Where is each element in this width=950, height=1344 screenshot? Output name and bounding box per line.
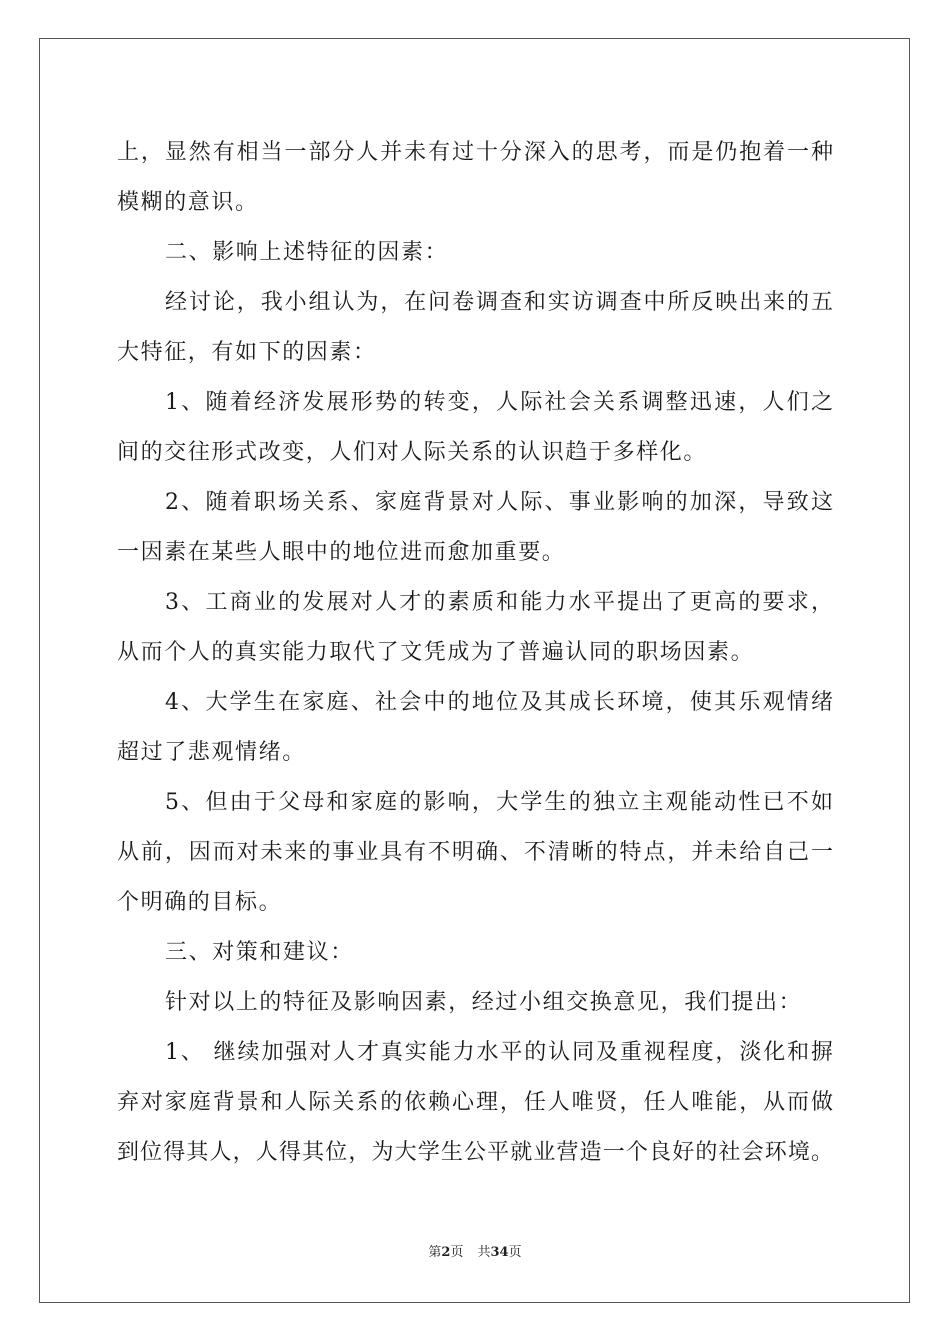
paragraph-line: 针对以上的特征及影响因素，经过小组交换意见，我们提出： [165,990,803,1015]
list-item-line: 从而个人的真实能力取代了文凭成为了普遍认同的职场因素。 [117,640,755,665]
paragraph-line: 上，显然有相当一部分人并未有过十分深入的思考，而是仍抱着一种 [117,140,833,165]
total-suffix: 页 [508,1245,522,1260]
document-body [117,128,833,1178]
list-item-line: 到位得其人，人得其位，为大学生公平就业营造一个良好的社会环境。 [117,1140,833,1165]
list-item-line: 间的交往形式改变，人们对人际关系的认识趋于多样化。 [117,440,708,465]
paragraph-line: 大特征，有如下的因素： [117,340,377,365]
section-heading: 二、影响上述特征的因素： [165,240,449,265]
page-footer [0,1243,950,1263]
list-item-line: 5、但由于父母和家庭的影响，大学生的独立主观能动性已不如 [165,790,833,815]
list-item-line: 从前，因而对未来的事业具有不明确、不清晰的特点，并未给自己一 [117,840,833,865]
total-prefix: 共 [477,1245,491,1260]
list-item-line: 4、大学生在家庭、社会中的地位及其成长环境，使其乐观情绪 [165,690,833,715]
list-item-line: 一因素在某些人眼中的地位进而愈加重要。 [117,540,566,565]
page-suffix: 页 [450,1245,464,1260]
list-item-line: 2、随着职场关系、家庭背景对人际、事业影响的加深，导致这 [165,490,833,515]
list-item-line: 个明确的目标。 [117,890,283,915]
list-item-line: 弃对家庭背景和人际关系的依赖心理，任人唯贤，任人唯能，从而做 [117,1090,833,1115]
page-prefix: 第 [428,1245,442,1260]
paragraph-line: 模糊的意识。 [117,190,259,215]
list-item-line: 3、工商业的发展对人才的素质和能力水平提出了更高的要求， [165,590,833,615]
paragraph-line: 经讨论，我小组认为，在问卷调查和实访调查中所反映出来的五 [165,290,833,315]
list-item-line: 1、随着经济发展形势的转变，人际社会关系调整迅速，人们之 [165,390,833,415]
list-item-line: 超过了悲观情绪。 [117,740,306,765]
section-heading: 三、对策和建议： [165,940,354,965]
total-pages: 34 [490,1245,509,1260]
list-item-line: 1、 继续加强对人才真实能力水平的认同及重视程度，淡化和摒 [165,1040,833,1065]
page-number: 2 [441,1245,451,1260]
